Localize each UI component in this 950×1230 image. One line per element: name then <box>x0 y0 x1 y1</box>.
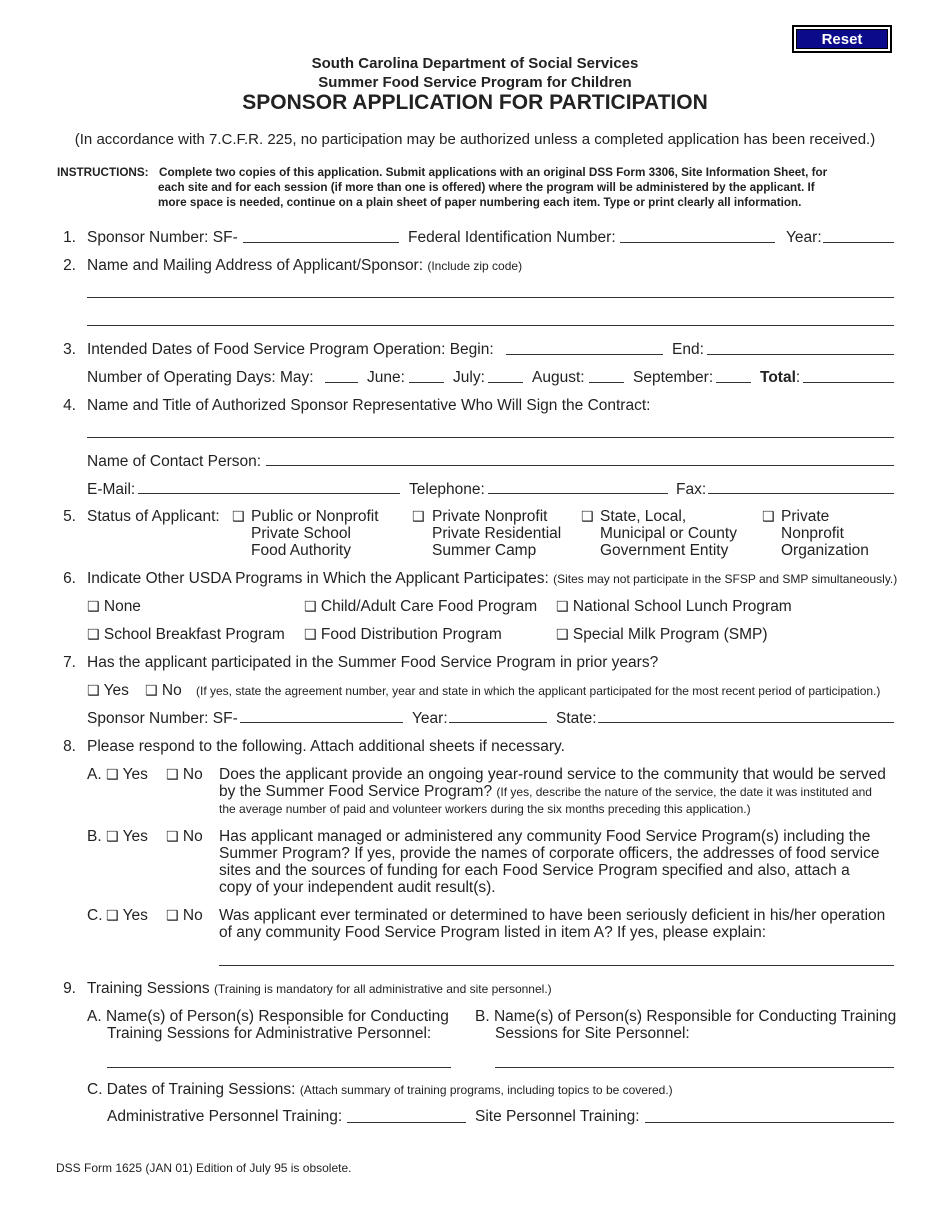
option-text: Public or Nonprofit <box>251 508 379 525</box>
training-dates-note: (Attach summary of training programs, including topics to be covered.) <box>299 1083 673 1097</box>
prior-state-field[interactable] <box>598 722 894 723</box>
item-8c-no-option[interactable] <box>166 907 203 925</box>
applicant-address-label <box>87 257 522 275</box>
status-private-checkbox[interactable]: ❑ <box>762 509 775 525</box>
item-8b-line: Summer Program? If yes, provide the names of corporate officers, the addresses of food service <box>219 845 880 862</box>
item-8a-note: the average number of paid and volunteer workers during the six months preceding this application.) <box>219 802 751 816</box>
item-number: 2. <box>63 257 76 274</box>
total-days-field[interactable] <box>803 382 894 383</box>
item-8b-line: sites and the sources of funding for each Food Service Program specified and also, attach a <box>219 862 850 879</box>
program-none-option[interactable] <box>87 598 141 616</box>
option-text: No <box>182 828 203 845</box>
end-date-field[interactable] <box>707 354 894 355</box>
authorized-rep-field[interactable] <box>87 437 894 438</box>
checkbox-icon[interactable]: ❑ <box>166 829 179 845</box>
operation-dates-label: Intended Dates of Food Service Program Operation: Begin: <box>87 341 494 358</box>
total-label: Total: <box>760 369 801 386</box>
usda-programs-text: Indicate Other USDA Programs in Which the Applicant Participates: <box>87 570 549 587</box>
checkbox-icon[interactable]: ❑ <box>106 767 119 783</box>
program-sbp-option[interactable] <box>87 626 285 644</box>
option-text: Special Milk Program (SMP) <box>572 626 768 643</box>
option-text: State, Local, <box>600 508 687 525</box>
option-text: No <box>182 907 203 924</box>
item-number: 7. <box>63 654 76 671</box>
program-name: Summer Food Service Program for Children <box>318 74 632 91</box>
item-8c-text <box>219 907 885 941</box>
applicant-address-text: Name and Mailing Address of Applicant/Sponsor: <box>87 257 424 274</box>
accordance-note: (In accordance with 7.C.F.R. 225, no participation may be authorized unless a completed application has been received.) <box>74 131 876 148</box>
program-fdp-option[interactable] <box>304 626 502 644</box>
checkbox-icon[interactable]: ❑ <box>166 908 179 924</box>
option-text: Private Residential <box>432 525 562 542</box>
item-number: 6. <box>63 570 76 587</box>
prior-year-label: Year: <box>412 710 448 727</box>
july-days-field[interactable] <box>488 382 523 383</box>
prior-participation-note: (If yes, state the agreement number, year and state in which the applicant participated for the most recent period of participation.) <box>196 684 881 698</box>
checkbox-icon[interactable]: ❑ <box>106 829 119 845</box>
page-title: SPONSOR APPLICATION FOR PARTICIPATION <box>242 91 708 114</box>
explain-field[interactable] <box>219 965 894 966</box>
checkbox-icon[interactable]: ❑ <box>304 627 317 643</box>
item-8a-text <box>219 783 872 801</box>
option-text: Private <box>781 508 830 525</box>
item-8b-line: Has applicant managed or administered any community Food Service Program(s) including the <box>219 828 871 845</box>
item-8c-yes-option[interactable] <box>106 907 148 925</box>
contact-person-field[interactable] <box>266 465 894 466</box>
instructions-line: more space is needed, continue on a plain sheet of paper numbering each item. Type or print clearly all information. <box>158 196 802 209</box>
prior-yes-option[interactable] <box>87 682 129 700</box>
training-label <box>87 980 552 998</box>
item-8b-yes-option[interactable] <box>106 828 148 846</box>
fein-field[interactable] <box>620 242 775 243</box>
item-number: 8. <box>63 738 76 755</box>
end-date-label: End: <box>672 341 704 358</box>
checkbox-icon[interactable]: ❑ <box>87 599 100 615</box>
june-days-field[interactable] <box>409 382 444 383</box>
option-text: Municipal or County <box>600 525 737 542</box>
prior-year-field[interactable] <box>449 722 547 723</box>
prior-state-label: State: <box>556 710 597 727</box>
item-number: 9. <box>63 980 76 997</box>
begin-date-field[interactable] <box>506 354 663 355</box>
reset-button[interactable]: Reset <box>792 25 892 53</box>
option-text: National School Lunch Program <box>572 598 792 615</box>
checkbox-icon[interactable]: ❑ <box>556 599 569 615</box>
option-text: Yes <box>122 766 148 783</box>
program-nslp-option[interactable] <box>556 598 792 616</box>
operating-days-label: Number of Operating Days: May: <box>87 369 314 386</box>
instructions-line: Complete two copies of this application. Submit applications with an original DSS Form 3306, Site Information Sheet, for <box>159 166 828 179</box>
prior-no-option[interactable] <box>145 682 182 700</box>
august-label: August: <box>532 369 585 386</box>
item-8b-text <box>219 828 880 896</box>
fax-field[interactable] <box>708 493 894 494</box>
item-number: 5. <box>63 508 76 525</box>
total-text: Total <box>760 369 796 386</box>
option-text: Child/Adult Care Food Program <box>320 598 538 615</box>
checkbox-icon[interactable]: ❑ <box>87 627 100 643</box>
fax-label: Fax: <box>676 481 707 498</box>
item-8c-line: Was applicant ever terminated or determined to have been seriously deficient in his/her operation <box>219 907 886 924</box>
item-8c-letter: C. <box>87 907 103 924</box>
may-days-field[interactable] <box>325 382 358 383</box>
item-8a-yes-option[interactable] <box>106 766 148 784</box>
checkbox-icon[interactable]: ❑ <box>556 627 569 643</box>
training-note: (Training is mandatory for all administrative and site personnel.) <box>213 982 552 996</box>
prior-sponsor-field[interactable] <box>240 722 403 723</box>
sponsor-number-field[interactable] <box>243 242 399 243</box>
email-field[interactable] <box>138 493 400 494</box>
option-text: No <box>161 682 182 699</box>
training-dates-text: C. Dates of Training Sessions: <box>87 1081 296 1098</box>
status-residential-option <box>432 508 561 559</box>
site-trainer-line: B. Name(s) of Person(s) Responsible for Conducting Training <box>475 1008 897 1025</box>
training-text: Training Sessions <box>87 980 210 997</box>
item-8a-note: (If yes, describe the nature of the service, the date it was instituted and <box>496 785 872 799</box>
site-trainer-field[interactable] <box>495 1067 894 1068</box>
status-public-option <box>251 508 379 559</box>
item-8a-no-option[interactable] <box>166 766 203 784</box>
june-label: June: <box>367 369 405 386</box>
checkbox-icon[interactable]: ❑ <box>304 599 317 615</box>
status-government-option <box>600 508 737 559</box>
option-text: No <box>182 766 203 783</box>
option-text: School Breakfast Program <box>103 626 285 643</box>
department-name: South Carolina Department of Social Services <box>311 55 639 72</box>
telephone-field[interactable] <box>488 493 668 494</box>
usda-programs-label <box>87 570 897 588</box>
program-smp-option[interactable] <box>556 626 768 644</box>
telephone-label: Telephone: <box>409 481 485 498</box>
august-days-field[interactable] <box>589 382 624 383</box>
sponsor-number-label: Sponsor Number: SF- <box>87 229 238 246</box>
admin-trainer-label <box>87 1008 449 1042</box>
item-number: 3. <box>63 341 76 358</box>
admin-trainer-line: Training Sessions for Administrative Personnel: <box>107 1025 432 1042</box>
option-text: Summer Camp <box>432 542 537 559</box>
item-8c-line: of any community Food Service Program listed in item A? If yes, please explain: <box>219 924 767 941</box>
authorized-rep-label: Name and Title of Authorized Sponsor Representative Who Will Sign the Contract: <box>87 397 651 414</box>
zip-note: (Include zip code) <box>427 259 523 273</box>
item-8b-no-option[interactable] <box>166 828 203 846</box>
instructions-label: INSTRUCTIONS: <box>57 166 149 179</box>
option-text: Yes <box>103 682 129 699</box>
fein-label: Federal Identification Number: <box>408 229 616 246</box>
september-days-field[interactable] <box>716 382 751 383</box>
option-text: Government Entity <box>600 542 729 559</box>
admin-trainer-line: A. Name(s) of Person(s) Responsible for Conducting <box>87 1008 449 1025</box>
year-field[interactable] <box>823 242 894 243</box>
status-public-checkbox[interactable]: ❑ <box>232 509 245 525</box>
status-label: Status of Applicant: <box>87 508 220 525</box>
checkbox-icon[interactable]: ❑ <box>87 683 100 699</box>
status-government-checkbox[interactable]: ❑ <box>581 509 594 525</box>
option-text: Food Distribution Program <box>320 626 502 643</box>
prior-sponsor-label: Sponsor Number: SF- <box>87 710 238 727</box>
option-text: Yes <box>122 828 148 845</box>
admin-training-label: Administrative Personnel Training: <box>107 1108 343 1125</box>
option-text: Nonprofit <box>781 525 844 542</box>
checkbox-icon[interactable]: ❑ <box>166 767 179 783</box>
option-text: None <box>103 598 141 615</box>
training-dates-label <box>87 1081 673 1099</box>
admin-trainer-field[interactable] <box>107 1067 451 1068</box>
option-text: Private School <box>251 525 351 542</box>
usda-programs-note: (Sites may not participate in the SFSP and SMP simultaneously.) <box>553 572 898 586</box>
item-8b-letter: B. <box>87 828 102 845</box>
address-field-line2[interactable] <box>87 325 894 326</box>
item-number: 4. <box>63 397 76 414</box>
option-text: Organization <box>781 542 869 559</box>
admin-training-field[interactable] <box>347 1122 466 1123</box>
item-number: 1. <box>63 229 76 246</box>
option-text: Yes <box>122 907 148 924</box>
site-trainer-line: Sessions for Site Personnel: <box>495 1025 690 1042</box>
september-label: September: <box>633 369 714 386</box>
form-footer: DSS Form 1625 (JAN 01) Edition of July 95 is obsolete. <box>56 1161 352 1175</box>
checkbox-icon[interactable]: ❑ <box>145 683 158 699</box>
site-trainer-label <box>475 1008 896 1042</box>
item-8a-text-part: by the Summer Food Service Program? <box>219 783 493 800</box>
item-8a-text: Does the applicant provide an ongoing year-round service to the community that would be served <box>219 766 886 783</box>
contact-person-label: Name of Contact Person: <box>87 453 262 470</box>
year-label: Year: <box>786 229 822 246</box>
email-label: E-Mail: <box>87 481 136 498</box>
checkbox-icon[interactable]: ❑ <box>106 908 119 924</box>
option-text: Food Authority <box>251 542 351 559</box>
site-training-label: Site Personnel Training: <box>475 1108 640 1125</box>
july-label: July: <box>453 369 485 386</box>
address-field-line1[interactable] <box>87 297 894 298</box>
program-cacfp-option[interactable] <box>304 598 537 616</box>
prior-participation-label: Has the applicant participated in the Summer Food Service Program in prior years? <box>87 654 659 671</box>
site-training-field[interactable] <box>645 1122 894 1123</box>
status-residential-checkbox[interactable]: ❑ <box>412 509 425 525</box>
status-private-option <box>781 508 869 559</box>
item-8b-line: copy of your independent audit result(s). <box>219 879 496 896</box>
respond-label: Please respond to the following. Attach additional sheets if necessary. <box>87 738 565 755</box>
item-8a-letter: A. <box>87 766 102 783</box>
instructions-line: each site and for each session (if more than one is offered) where the program will be administered by the applicant. If <box>158 181 815 194</box>
option-text: Private Nonprofit <box>432 508 548 525</box>
